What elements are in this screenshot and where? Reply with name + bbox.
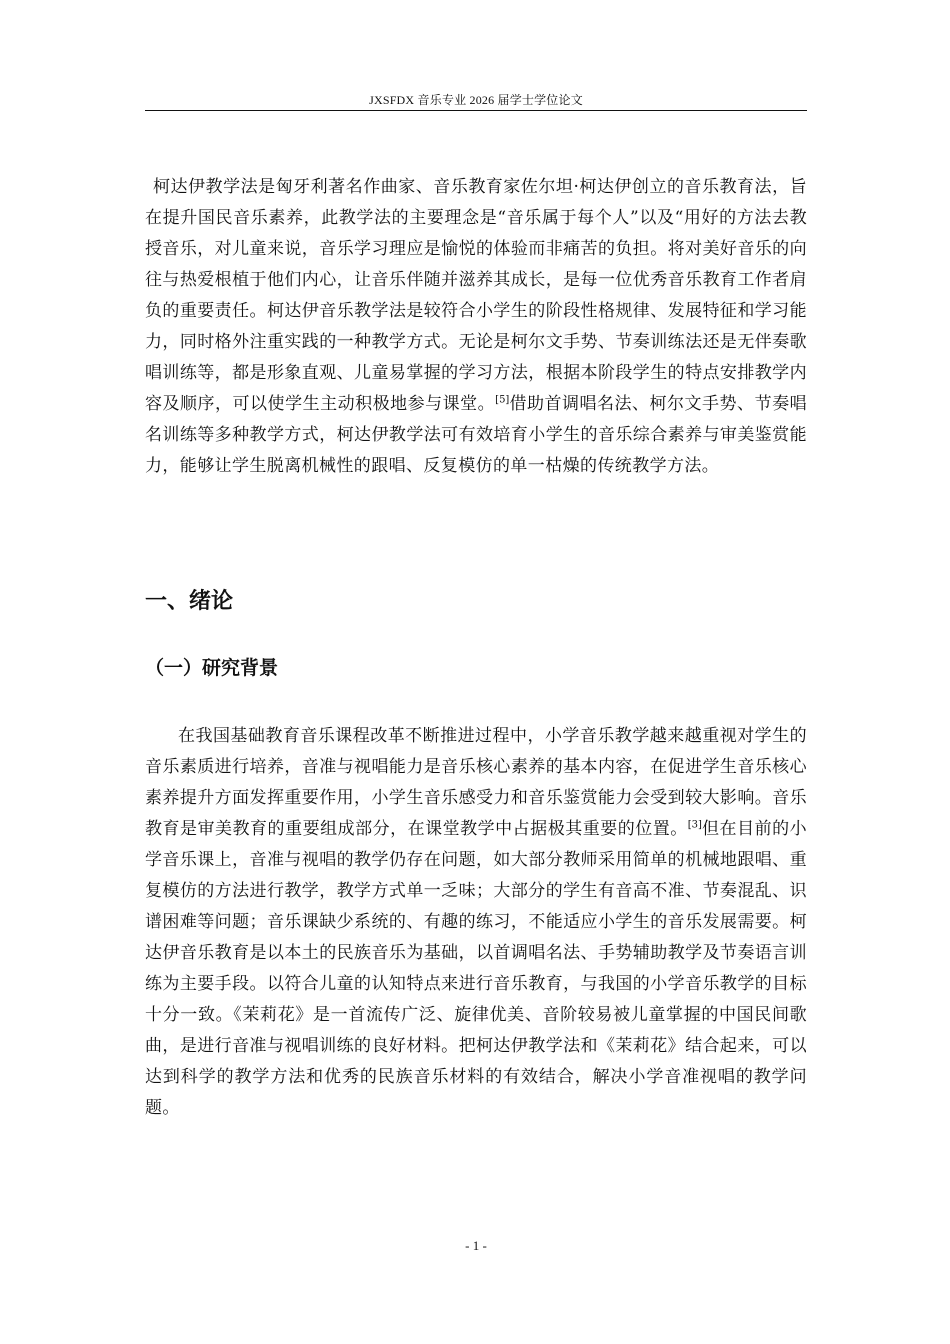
subsection-heading: （一）研究背景: [145, 657, 279, 679]
background-paragraph-text-2: 但在目前的小学音乐课上，音准与视唱的教学仍存在问题，如大部分教师采用简单的机械地跟唱、重复模仿的方法进行教学，教学方式单一乏味；大部分的学生有音高不准、节奏混乱、识谱困难等问题；音乐课缺少系统的、有趣的练习，不能适应小学生的音乐发展需要。柯达伊音乐教育是以本土的民族音乐为基础，以首调唱名法、手势辅助教学及节奏语言训练为主要手段。以符合儿童的认知特点来进行音乐教育，与我国的小学音乐教学的目标十分一致。《茉莉花》是一首流传广泛、旋律优美、音阶较易被儿童掌握的中国民间歌曲，是进行音准与视唱训练的良好材料。把柯达伊教学法和《茉莉花》结合起来，可以达到科学的教学方法和优秀的民族音乐材料的有效结合，解决小学音准视唱的教学问题。: [145, 819, 807, 1118]
background-paragraph-text-1: 在我国基础教育音乐课程改革不断推进过程中，小学音乐教学越来越重视对学生的音乐素质进行培养，音准与视唱能力是音乐核心素养的基本内容，在促进学生音乐核心素养提升方面发挥重要作用，小学生音乐感受力和音乐鉴赏能力会受到较大影响。音乐教育是审美教育的重要组成部分，在课堂教学中占据极其重要的位置。: [145, 726, 807, 839]
citation-marker: [3]: [687, 819, 702, 831]
page-number: - 1 -: [465, 1238, 487, 1253]
header-rule: [145, 110, 807, 111]
background-paragraph: [145, 721, 807, 1124]
citation-marker: [5]: [495, 394, 510, 406]
intro-paragraph: [145, 172, 807, 482]
intro-paragraph-text-1: 柯达伊教学法是匈牙利著名作曲家、音乐教育家佐尔坦·柯达伊创立的音乐教育法，旨在提升国民音乐素养，此教学法的主要理念是“音乐属于每个人”以及“用好的方法去教授音乐，对儿童来说，音乐学习理应是愉悦的体验而非痛苦的负担。将对美好音乐的向往与热爱根植于他们内心，让音乐伴随并滋养其成长，是每一位优秀音乐教育工作者肩负的重要责任。柯达伊音乐教学法是较符合小学生的阶段性格规律、发展特征和学习能力，同时格外注重实践的一种教学方式。无论是柯尔文手势、节奏训练法还是无伴奏歌唱训练等，都是形象直观、儿童易掌握的学习方法，根据本阶段学生的特点安排教学内容及顺序，可以使学生主动积极地参与课堂。: [145, 177, 807, 414]
intro-paragraph-text-2: 借助首调唱名法、柯尔文手势、节奏唱名训练等多种教学方式，柯达伊教学法可有效培育小学生的音乐综合素养与审美鉴赏能力，能够让学生脱离机械性的跟唱、反复模仿的单一枯燥的传统教学方法。: [145, 394, 807, 476]
running-header: JXSFDX 音乐专业 2026 届学士学位论文: [369, 93, 583, 107]
section-heading: 一、绪论: [145, 589, 234, 614]
